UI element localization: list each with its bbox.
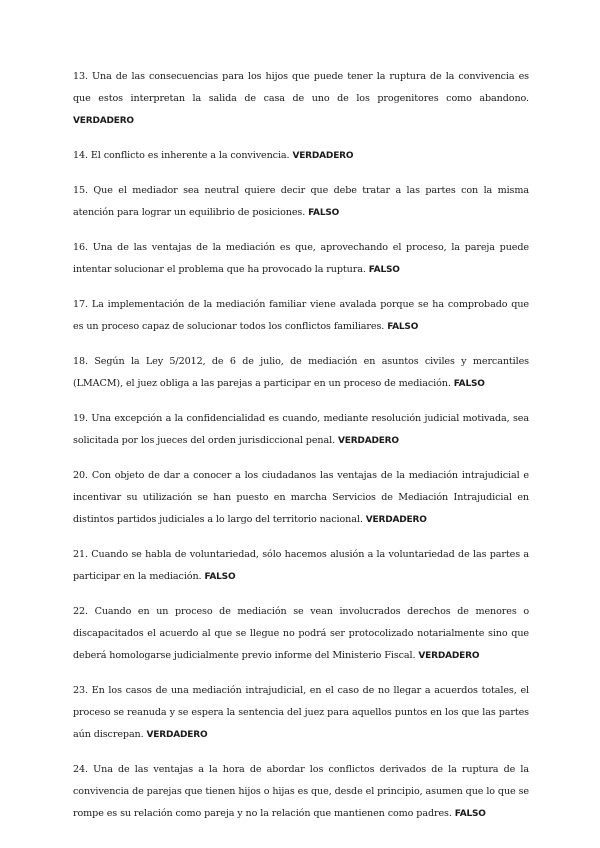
answer-label: FALSO	[368, 265, 400, 275]
question-text: 18. Según la Ley 5/2012, de 6 de julio, de mediación en asuntos civiles y mercantiles (LMACM), el juez obliga a las parejas a participar en un proceso de mediación.	[73, 356, 529, 389]
question-text: 15. Que el mediador sea neutral quiere decir que debe tratar a las partes con la misma atención para lograr un equilibrio de posiciones.	[73, 185, 529, 218]
question-20	[73, 465, 529, 531]
question-text: 23. En los casos de una mediación intrajudicial, en el caso de no llegar a acuerdos totales, el proceso se reanuda y se espera la sentencia del juez para aquellos puntos en los que las partes aún discrepan.	[73, 685, 529, 740]
answer-label: FALSO	[308, 208, 340, 218]
answer-label: VERDADERO	[146, 730, 208, 740]
answer-label: FALSO	[204, 572, 236, 582]
answer-label: FALSO	[453, 379, 485, 389]
answer-label: FALSO	[387, 322, 419, 332]
answer-label: VERDADERO	[337, 436, 399, 446]
answer-label: VERDADERO	[73, 116, 134, 126]
answer-label: VERDADERO	[418, 651, 480, 661]
question-15	[73, 180, 529, 224]
question-14	[73, 145, 529, 167]
answer-label: VERDADERO	[292, 151, 354, 161]
question-text: 20. Con objeto de dar a conocer a los ciudadanos las ventajas de la mediación intrajudicial e incentivar su utilización se han puesto en marcha Servicios de Mediación Intrajudicial en distintos partidos judiciales a lo largo del territorio nacional.	[73, 470, 529, 525]
answer-label: FALSO	[454, 809, 486, 819]
question-list	[73, 66, 529, 825]
question-text: 13. Una de las consecuencias para los hijos que puede tener la ruptura de la convivencia es que estos interpretan la salida de casa de uno de los progenitores como abandono.	[73, 71, 529, 104]
question-text: 14. El conflicto es inherente a la convivencia.	[73, 150, 290, 161]
question-text: 22. Cuando en un proceso de mediación se vean involucrados derechos de menores o discapacitados el acuerdo al que se llegue no podrá ser protocolizado notarialmente sino que deberá homologarse judicialmente previo informe del Ministerio Fiscal.	[73, 606, 529, 661]
question-21	[73, 544, 529, 588]
question-22	[73, 601, 529, 667]
question-23	[73, 680, 529, 746]
question-13	[73, 66, 529, 132]
question-text: 21. Cuando se habla de voluntariedad, sólo hacemos alusión a la voluntariedad de las partes a participar en la mediación.	[73, 549, 529, 582]
question-text: 16. Una de las ventajas de la mediación es que, aprovechando el proceso, la pareja puede intentar solucionar el problema que ha provocado la ruptura.	[73, 242, 529, 275]
question-19	[73, 408, 529, 452]
question-18	[73, 351, 529, 395]
question-text: 17. La implementación de la mediación familiar viene avalada porque se ha comprobado que es un proceso capaz de solucionar todos los conflictos familiares.	[73, 299, 529, 332]
question-24	[73, 759, 529, 825]
answer-label: VERDADERO	[365, 515, 427, 525]
question-17	[73, 294, 529, 338]
question-16	[73, 237, 529, 281]
question-text: 24. Una de las ventajas a la hora de abordar los conflictos derivados de la ruptura de la convivencia de parejas que tienen hijos o hijas es que, desde el principio, asumen que lo que se rompe es su relación como pareja y no la relación que mantienen como padres.	[73, 764, 529, 819]
question-text: 19. Una excepción a la confidencialidad es cuando, mediante resolución judicial motivada, sea solicitada por los jueces del orden jurisdiccional penal.	[73, 413, 529, 446]
